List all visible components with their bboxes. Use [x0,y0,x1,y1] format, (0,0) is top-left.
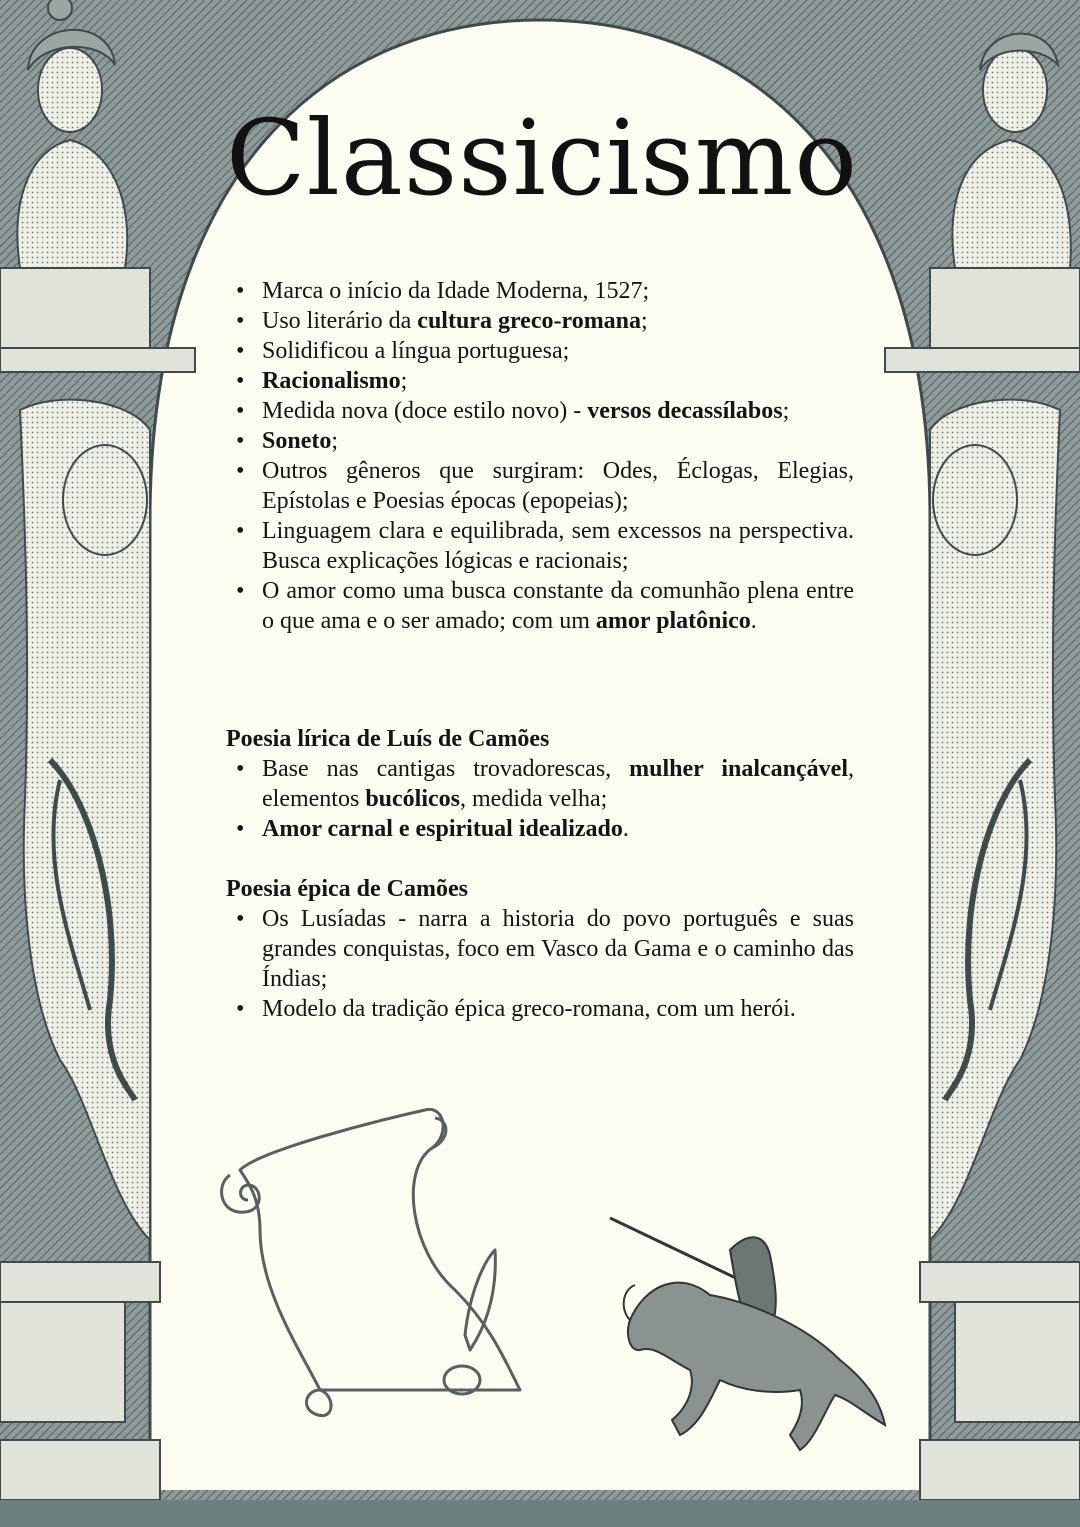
intro-section [226,276,854,636]
list-item [226,396,854,426]
text-segment: Solidificou a língua portuguesa; [262,338,570,364]
text-segment: Modelo da tradição épica greco-romana, com um herói. [262,996,796,1022]
text-segment: ; [782,398,790,424]
bold-text: Soneto [262,428,332,454]
bold-text: Amor carnal e espiritual idealizado [262,816,623,842]
text-segment: Os Lusíadas - narra a historia do povo português e suas grandes conquistas, foco em Vasco da Gama e o caminho das Índias; [262,906,854,992]
text-segment: Marca o início da Idade Moderna, 1527; [262,278,650,304]
text-segment: ; [331,428,339,454]
epica-bullet-list [226,904,854,1024]
list-item [226,276,854,306]
bold-text: Racionalismo [262,368,401,394]
scroll-with-quill-illustration [200,1090,540,1430]
text-segment: ; [400,368,408,394]
text-segment: Outros gêneros que surgiram: Odes, Éclogas, Elegias, Epístolas e Poesias épocas (epopeias); [262,458,854,514]
epica-heading: Poesia épica de Camões [226,876,468,902]
list-item [226,814,854,844]
text-segment: Base nas cantigas trovadorescas, [262,756,630,782]
list-item [226,366,854,396]
text-segment: , elementos [262,756,855,812]
list-item [226,994,854,1024]
page-title: Classicismo [226,97,858,219]
knight-on-horse-illustration [600,1210,890,1460]
intro-bullet-list [226,276,854,636]
text-segment: Medida nova (doce estilo novo) - [262,398,588,424]
list-item [226,904,854,994]
lirica-heading: Poesia lírica de Luís de Camões [226,726,550,752]
bold-text: versos decassílabos [587,398,783,424]
list-item [226,426,854,456]
text-segment: Uso literário da [262,308,418,334]
bold-text: bucólicos [365,786,460,812]
epica-section [226,874,854,1024]
text-segment: . [622,816,629,842]
text-segment: O amor como uma busca constante da comunhão plena entre o que ama e o ser amado; com um [262,578,854,634]
list-item [226,754,854,814]
list-item [226,576,854,636]
list-item [226,516,854,576]
text-segment: Linguagem clara e equilibrada, sem excessos na perspectiva. Busca explicações lógicas e racionais; [262,518,854,574]
bold-text: amor platônico [595,608,751,634]
text-segment: . [750,608,757,634]
lirica-section [226,724,854,844]
list-item [226,306,854,336]
text-segment: , medida velha; [460,786,608,812]
list-item [226,336,854,366]
text-segment: ; [641,308,648,334]
lirica-bullet-list [226,754,854,844]
bold-text: cultura greco-romana [417,308,642,334]
bold-text: mulher inalcançável [629,756,849,782]
list-item [226,456,854,516]
